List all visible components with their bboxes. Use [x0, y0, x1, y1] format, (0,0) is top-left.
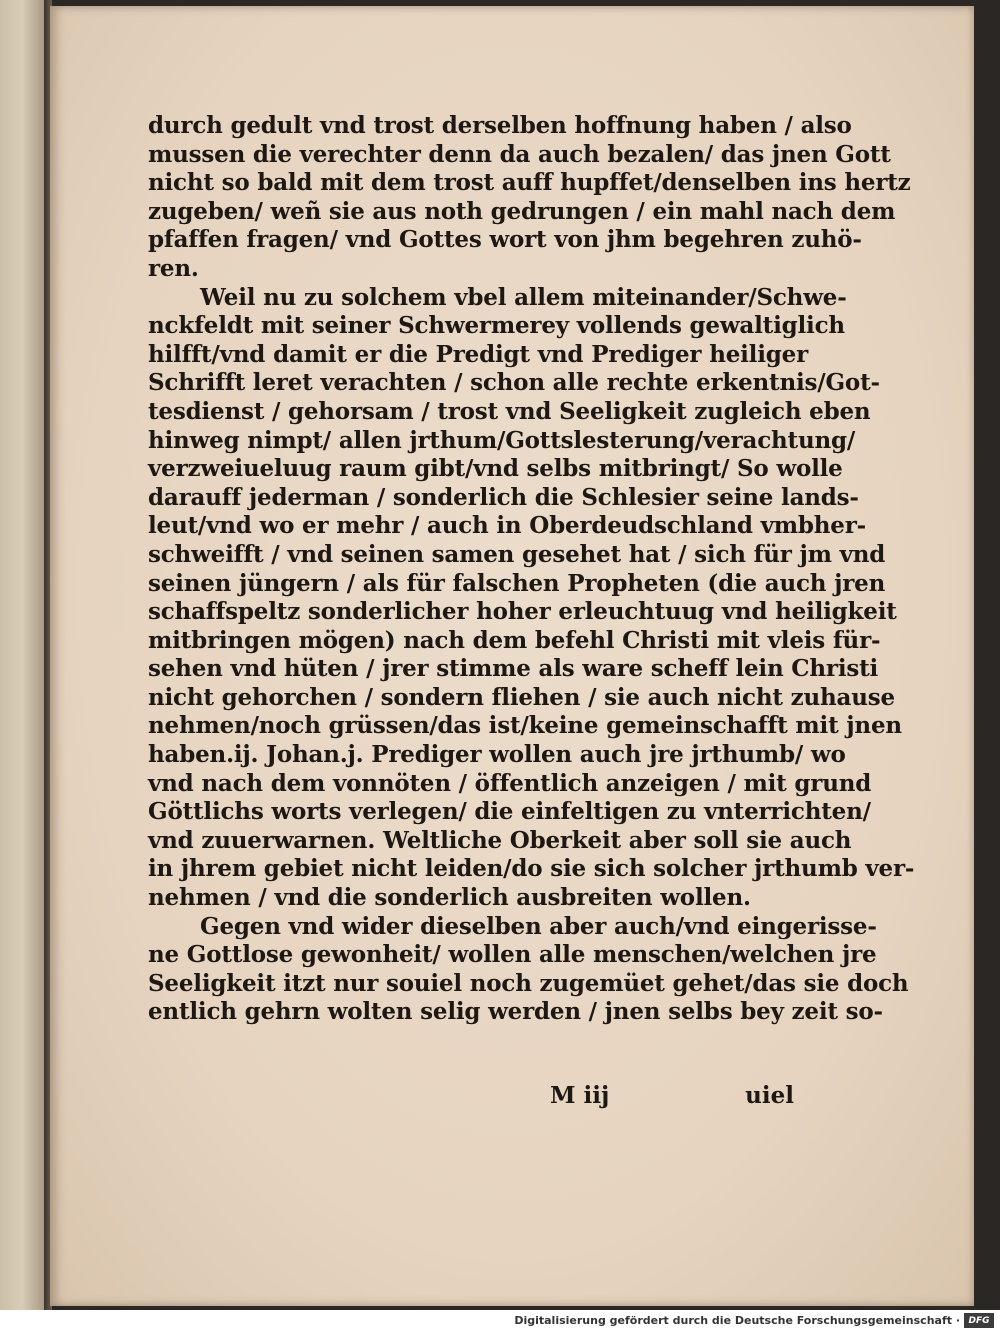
text-line: pfaffen fragen/ vnd Gottes wort von jhm begehren zuhö- [148, 226, 862, 254]
facing-page-edge [0, 0, 44, 1310]
text-line: zugeben/ weñ sie aus noth gedrungen / ein mahl nach dem [148, 197, 896, 225]
text-line: Göttlichs worts verlegen/ die einfeltigen zu vnterrichten/ [148, 798, 871, 826]
text-line: nckfeldt mit seiner Schwermerey vollends gewaltiglich [148, 312, 845, 340]
text-line: schweifft / vnd seinen samen gesehet hat / sich für jm vnd [148, 540, 886, 568]
text-line: verzweiueluug raum gibt/vnd selbs mitbringt/ So wolle [148, 455, 843, 483]
text-line: Gegen vnd wider dieselben aber auch/vnd eingerisse- [200, 912, 877, 940]
page-footer [148, 1082, 808, 1112]
funding-credit: Digitalisierung gefördert durch die Deutsche Forschungsgemeinschaft · [514, 1314, 960, 1327]
text-line: entlich gehrn wolten selig werden / jnen selbs bey zeit so- [148, 998, 883, 1026]
digitization-credit-bar [0, 1310, 1000, 1333]
text-line: haben.ij. Johan.j. Prediger wollen auch jre jrthumb/ wo [148, 741, 846, 769]
text-line: darauff jederman / sonderlich die Schlesier seine lands- [148, 483, 859, 511]
text-line: sehen vnd hüten / jrer stimme als ware scheff lein Christi [148, 655, 879, 683]
text-line: vnd nach dem vonnöten / öffentlich anzeigen / mit grund [148, 769, 872, 797]
text-line: schaffspeltz sonderlicher hoher erleuchtuug vnd heiligkeit [148, 598, 897, 626]
text-line: Weil nu zu solchem vbel allem miteinander/Schwe- [200, 283, 847, 311]
text-line: seinen jüngern / als für falschen Propheten (die auch jren [148, 569, 886, 597]
text-line: nicht gehorchen / sondern fliehen / sie auch nicht zuhause [148, 683, 895, 711]
text-line: durch gedult vnd trost derselben hoffnung haben / also [148, 112, 852, 139]
text-line: hinweg nimpt/ allen jrthum/Gottslesterung/verachtung/ [148, 426, 856, 454]
text-line: Schrifft leret verachten / schon alle rechte erkentnis/Got- [148, 369, 880, 397]
text-line: hilfft/vnd damit er die Predigt vnd Prediger heiliger [148, 340, 808, 368]
body-text [148, 112, 915, 1027]
text-line: mitbringen mögen) nach dem befehl Christi mit vleis für- [148, 626, 881, 654]
dfg-logo-icon: DFG [964, 1313, 994, 1328]
text-line: ne Gottlose gewonheit/ wollen alle menschen/welchen jre [148, 941, 877, 969]
text-line: ren. [148, 254, 199, 282]
text-line: nehmen / vnd die sonderlich ausbreiten wollen. [148, 884, 751, 912]
text-line: mussen die verechter denn da auch bezalen/ das jnen Gott [148, 140, 891, 168]
text-line: leut/vnd wo er mehr / auch in Oberdeudschland vmbher- [148, 512, 866, 540]
text-line: in jhrem gebiet nicht leiden/do sie sich solcher jrthumb ver- [148, 855, 915, 883]
text-line: tesdienst / gehorsam / trost vnd Seeligkeit zugleich eben [148, 397, 871, 425]
text-line: nicht so bald mit dem trost auff hupffet/denselben ins hertz [148, 169, 911, 197]
signature-mark: M iij [550, 1082, 610, 1109]
catchword: uiel [745, 1082, 794, 1109]
text-line: nehmen/noch grüssen/das ist/keine gemeinschafft mit jnen [148, 712, 902, 740]
text-line: Seeligkeit itzt nur souiel noch zugemüet gehet/das sie doch [148, 969, 909, 997]
text-line: vnd zuuerwarnen. Weltliche Oberkeit aber soll sie auch [148, 826, 852, 854]
